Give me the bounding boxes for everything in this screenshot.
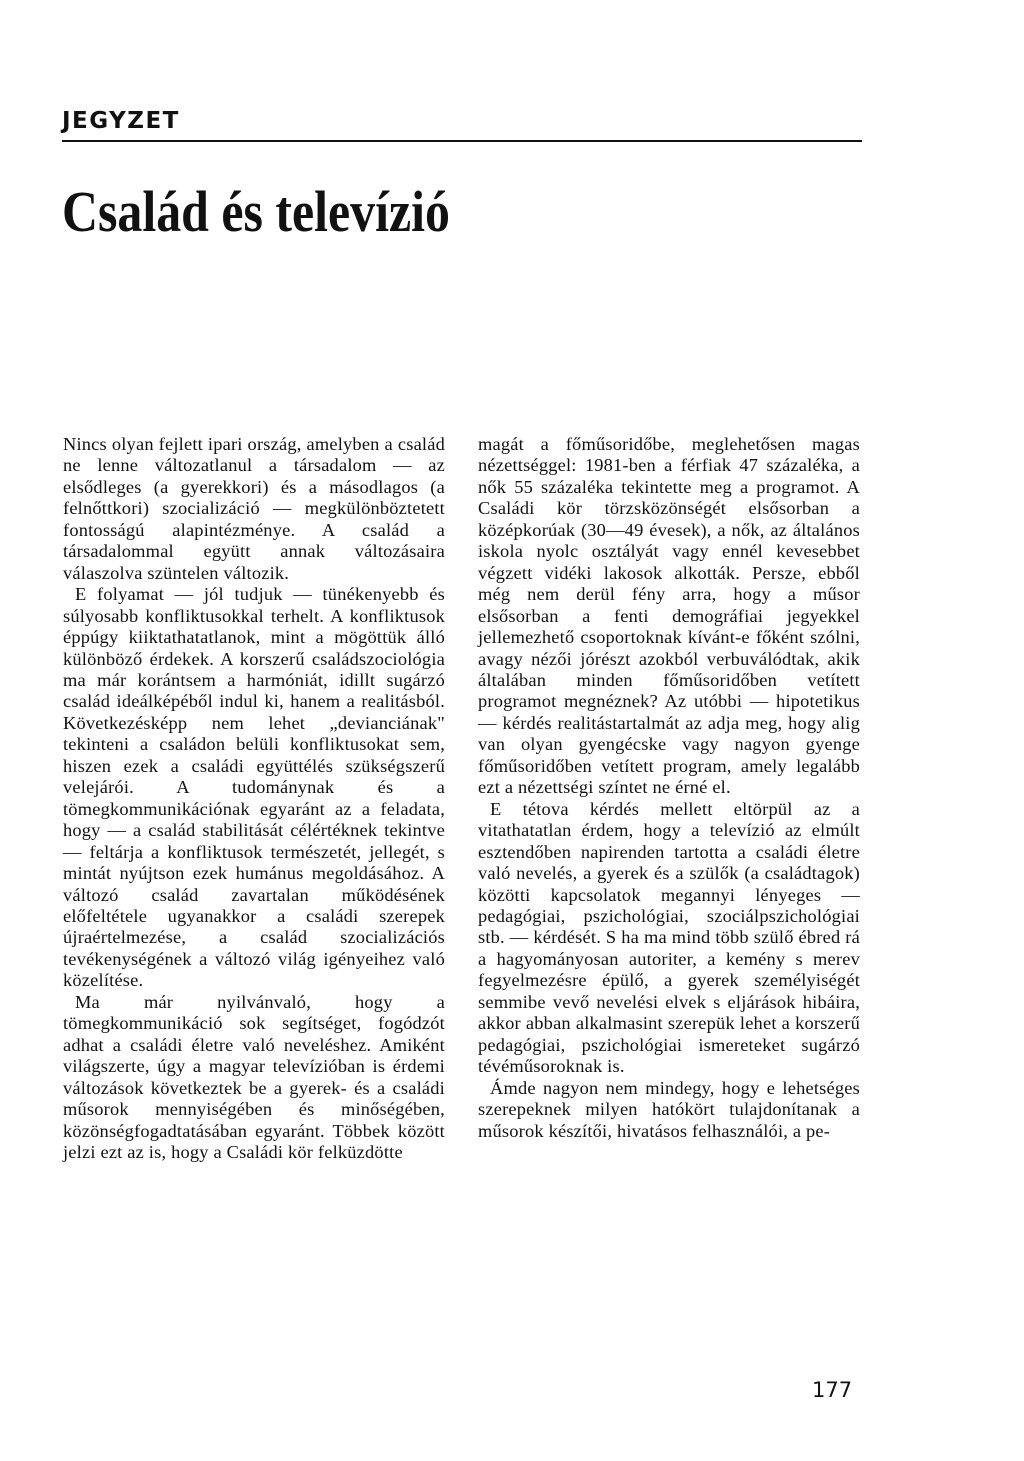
paragraph: Nincs olyan fejlett ipari ország, amelyben a család ne lenne változatlanul a társadalom — az elsődleges (a gyerekkori) és a másodlagos (a felnőttkori) szocializáció — megkülönböztetett fontosságú alapintézménye. A család a társadalommal együtt annak változásaira válaszolva szüntelen változik. <box>63 434 445 583</box>
paragraph: E folyamat — jól tudjuk — tünékenyebb és súlyosabb konfliktusokkal terhelt. A konfliktusok éppúgy kiiktathatatlanok, mint a mögöttük álló különböző érdekek. A korszerű családszociológia ma már korántsem a harmóniát, idillt sugárzó család ideálképéből indul ki, hanem a realitásból. Következésképp nem lehet „devianciának" tekinteni a családon belüli konfliktusokat sem, hiszen ezek a családi együttélés szükségszerű velejárói. A tudománynak és a tömegkommunikációnak egyaránt az a feladata, hogy — a család stabilitását célértéknek tekintve — feltárja a konfliktusok természetét, jellegét, s mintát nyújtson ezek humánus megoldásához. A változó család zavartalan működésének előfeltétele ugyanakkor a családi szerepek újraértelmezése, a család szocializációs tevékenységének a változó világ igényeihez való közelítése. <box>63 584 445 991</box>
paragraph: Ámde nagyon nem mindegy, hogy e lehetséges szerepeknek milyen hatókört tulajdonítanak a műsorok készítői, hivatásos felhasználói, a pe- <box>478 1077 860 1141</box>
page-number: 177 <box>812 1378 853 1402</box>
paragraph: Ma már nyilvánvaló, hogy a tömegkommunikáció sok segítséget, fogódzót adhat a családi életre való neveléshez. Amiként világszerte, úgy a magyar televízióban is érdemi változások következtek be a gyerek- és a családi műsorok mennyiségében és minőségében, közönségfogadtatásában egyaránt. Többek között jelzi ezt az is, hogy a Családi kör felküzdötte <box>63 991 445 1162</box>
header-rule <box>62 140 862 142</box>
left-column <box>63 434 445 1163</box>
article-title: Család és televízió <box>62 179 450 244</box>
paragraph: magát a főműsoridőbe, meglehetősen magas nézettséggel: 1981-ben a férfiak 47 százaléka, a nők 55 százaléka tekintette meg a programot. A Családi kör törzsközönségét elsősorban a középkorúak (30—49 évesek), a nők, az általános iskola nyolc osztályát vagy ennél kevesebbet végzett vidéki lakosok alkották. Persze, ebből még nem derül fény arra, hogy a műsor elsősorban a fenti demográfiai jegyekkel jellemezhető csoportoknak kívánt-e főként szólni, avagy nézői jórészt azokból verbuválódtak, akik általában minden főműsoridőben vetített programot megnéznek? Az utóbbi — hipotetikus — kérdés realitástartalmát az adja meg, hogy alig van olyan gyengécske vagy nagyon gyenge főműsoridőben vetített program, amely legalább ezt a nézettségi színtet ne érné el. <box>478 434 860 798</box>
paragraph: E tétova kérdés mellett eltörpül az a vitathatatlan érdem, hogy a televízió az elmúlt esztendőben napirenden tartotta a családi életre való nevelés, a gyerek és a szülők (a családtagok) közötti kapcsolatok megannyi lényeges — pedagógiai, pszichológiai, szociálpszichológiai stb. — kérdését. S ha ma mind több szülő ébred rá a hagyományosan autoriter, a kemény s merev fegyelmezésre épülő, a gyerek személyiségét semmibe vevő nevelési elvek s eljárások hibáira, akkor abban alkalmasint szerepük lehet a korszerű pedagógiai, pszichológiai ismereteket sugárzó tévéműsoroknak is. <box>478 798 860 1077</box>
section-label: JEGYZET <box>62 108 180 134</box>
right-column <box>478 434 860 1142</box>
